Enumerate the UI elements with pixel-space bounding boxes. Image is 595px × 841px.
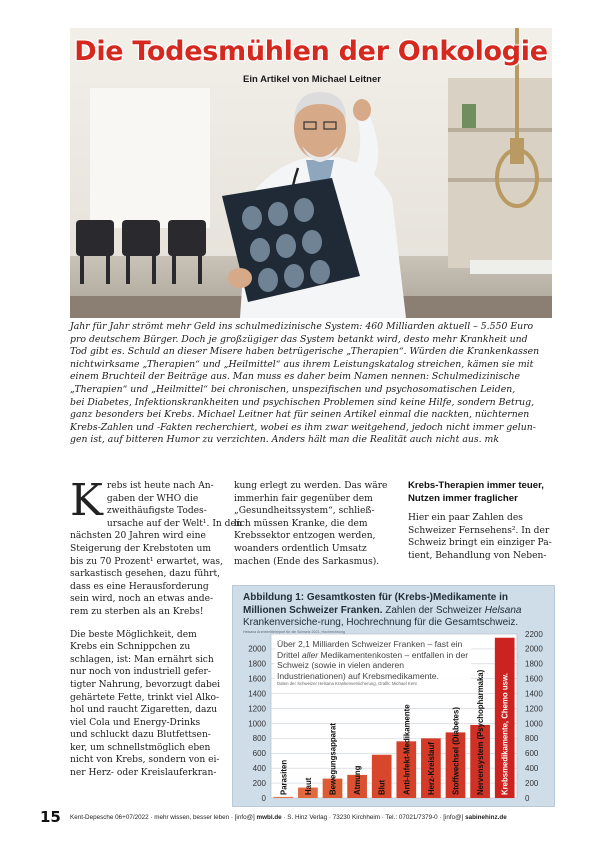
body-line: Krebssektor entzogen werden, xyxy=(234,531,376,542)
chart-caption-text: Zahlen der Schweizer xyxy=(385,604,482,616)
body-line: machen (Ende des Sarkasmus). xyxy=(234,556,380,567)
subheading-line: Nutzen immer fraglicher xyxy=(408,492,518,504)
footer-text: · S. Hinz Verlag · 73230 Kirchheim · Tel.: 07021/7379-0 · [info@] xyxy=(283,814,464,821)
intro-line: Krebs-Zahlen und -Fakten recherchiert, wobei es ihm zwar weitgehend, jedoch nicht immer gelun- xyxy=(70,421,536,433)
body-line: gehärtete Fette, trinkt viel Alko- xyxy=(70,692,220,703)
intro-line: bei Diabetes, Infektionskrankheiten und psychischen Problemen sind keine Hilfe, sondern Betrug, xyxy=(70,396,535,408)
body-line: kung erlegt zu werden. Das wäre xyxy=(234,481,388,491)
y-tick-label-right: 1800 xyxy=(525,659,543,669)
page-title: Die Todesmühlen der Onkologie xyxy=(74,36,548,67)
body-line: dass es eine Herausforderung xyxy=(70,581,209,592)
y-tick-label-right: 400 xyxy=(525,763,539,773)
y-tick-label-right: 200 xyxy=(525,778,539,788)
footer-text: Kent-Depesche 06+07/2022 · mehr wissen, besser leben · [info@] xyxy=(70,814,255,821)
byline: Ein Artikel von Michael Leitner xyxy=(243,74,381,85)
body-line: Die beste Möglichkeit, dem xyxy=(70,629,197,640)
footer-link[interactable]: mwbl.de xyxy=(256,814,282,821)
body-line: tient, Behandlung von Neben- xyxy=(408,550,547,561)
page-number: 15 xyxy=(40,808,61,826)
callout-italic: aller xyxy=(301,649,319,660)
chart-caption-bold: Abbildung 1: Gesamtkosten für (Krebs-)Medikamente in Millionen Schweizer Franken. xyxy=(243,592,509,616)
y-tick-label-left: 1600 xyxy=(248,674,266,684)
bar-category-label: Herz-Kreislauf xyxy=(426,742,436,795)
hero-photo xyxy=(70,28,552,318)
y-tick-label-left: 0 xyxy=(261,793,266,803)
body-column-2 xyxy=(234,480,389,568)
y-tick-label-left: 2000 xyxy=(248,644,266,654)
chart-caption-italic: Helsana xyxy=(484,604,522,616)
body-line: schlagen, ist: Man ernährt sich xyxy=(70,654,214,665)
body-line: Hier ein paar Zahlen des xyxy=(408,513,523,524)
callout-source: Daten der Schweizer Helsana Krankenversicherung, Grafik: Michael Kent xyxy=(277,681,417,686)
body-column-1 xyxy=(70,475,242,780)
intro-paragraph xyxy=(70,321,554,447)
body-line: hol und raucht Zigaretten, dazu xyxy=(70,705,218,716)
body-paragraph xyxy=(70,629,219,780)
body-column-3 xyxy=(408,480,553,563)
chart-caption-text: Krankenversiche-rung, Hochrechnung für die Gesamtschweiz. xyxy=(243,617,519,629)
chart-caption xyxy=(243,592,548,630)
body-line: woanders ordentlich Umsatz xyxy=(234,543,367,554)
body-line: Steigerung der Krebstoten um xyxy=(70,543,211,554)
y-tick-label-left: 1000 xyxy=(248,719,266,729)
intro-line: Tod gibt es. Schuld an dieser Misere haben betrügerische „Therapien“. Würden die Krankenkassen xyxy=(70,346,540,358)
body-line: „Gesundheitssystem“, schließ- xyxy=(234,506,375,517)
body-line: rem zu sterben als an Krebs! xyxy=(70,606,204,617)
chart-source-note: Helsana Arzneimittelreport für die Schweiz 2021, Hochrechnung xyxy=(243,630,345,634)
intro-line: Jahr für Jahr strömt mehr Geld ins schulmedizinische System: 460 Milliarden aktuell – 5.550 Euro xyxy=(70,321,534,332)
body-line: tigter Nahrung, bevorzugt dabei xyxy=(70,679,221,690)
bar-category-label: Blut xyxy=(377,779,387,795)
subheading-line: Krebs-Therapien immer teuer, xyxy=(408,480,544,491)
y-tick-label-left: 800 xyxy=(252,734,266,744)
body-line: Krebs ein Schnippchen zu xyxy=(70,642,191,653)
chart-callout xyxy=(275,638,471,688)
callout-text: Medikamentenkosten – entfallen in der Schweiz (sowie in vielen anderen Industrienationen) auf Krebsmedikamente. xyxy=(277,649,469,681)
intro-line: „Therapien“ und „Heilmittel“ bei chronischen, unspezifischen und psychosomatischen Leiden, xyxy=(70,383,516,395)
y-tick-label-right: 1000 xyxy=(525,719,543,729)
bar-category-label: Atmung xyxy=(353,765,363,795)
y-tick-label-right: 800 xyxy=(525,734,539,744)
footer-link[interactable]: sabinehinz.de xyxy=(465,814,507,821)
y-tick-label-right: 2000 xyxy=(525,644,543,654)
body-line: ursache auf der Welt¹. In den xyxy=(106,518,242,529)
bar-category-label: Bewegungsapparat xyxy=(328,723,338,795)
y-tick-label-left: 600 xyxy=(252,749,266,759)
intro-line: nichtwirksame „Therapien“ und „Heilmittel“ aus ihrem Leistungskatalog streichen, kämen sie mit xyxy=(70,358,534,370)
body-line: nur noch von industriell gefer- xyxy=(70,667,211,678)
body-line: ner Herz- oder Kreislauferkran- xyxy=(70,768,217,779)
page-footer xyxy=(40,806,555,828)
body-line: zweithäufigste Todes- xyxy=(106,506,207,517)
body-line: nicht von Krebs, sondern von ei- xyxy=(70,755,220,766)
intro-line: ganz besonders bei Krebs. Michael Leitner hat für seinen Artikel einmal die nackten, nüchternen xyxy=(70,409,530,421)
y-tick-label-right: 2200 xyxy=(525,629,543,639)
body-line: Schweizer Fernsehens². In der xyxy=(408,525,550,536)
bar-category-label: Haut xyxy=(303,777,313,795)
y-tick-label-right: 0 xyxy=(525,793,530,803)
chart-figure xyxy=(232,585,555,807)
y-tick-label-left: 1800 xyxy=(248,659,266,669)
y-tick-label-right: 600 xyxy=(525,749,539,759)
y-tick-label-left: 1400 xyxy=(248,689,266,699)
bar-category-label: Nervensystem (Psychopharmaka) xyxy=(476,669,486,795)
body-line: immerhin fair gegenüber dem xyxy=(234,493,373,504)
bar-category-label: Stoffwechsel (Diabetes) xyxy=(451,707,461,795)
body-line: sein wird, noch an etwas ande- xyxy=(70,594,214,605)
bar-category-label: Parasiten xyxy=(279,759,289,795)
intro-line: einem Bruchteil der Beiträge aus. Man muss es daher beim Namen nennen: Schulmedizinische xyxy=(70,371,520,383)
body-line: gaben der WHO die xyxy=(106,493,199,504)
y-tick-label-right: 1600 xyxy=(525,674,543,684)
body-line: rebs ist heute nach An- xyxy=(106,481,214,491)
body-line: Schweiz bringt ein einziger Pa- xyxy=(408,538,552,549)
body-line: viel Cola und Energy-Drinks xyxy=(70,717,201,728)
section-subheading xyxy=(408,480,553,505)
intro-line: pro deutschem Bürger. Doch je großzügiger das System betankt wird, desto mehr Krankheit und xyxy=(70,333,528,345)
bar-category-label: Anti-Infekt-Medikamente xyxy=(402,704,412,795)
bar xyxy=(273,797,293,798)
body-line: bis zu 70 Prozent¹ erwartet, was, xyxy=(70,556,223,567)
footer-line xyxy=(70,814,507,821)
body-line: nächsten 20 Jahren wird eine xyxy=(70,531,206,542)
drop-cap: K xyxy=(70,475,103,526)
y-tick-label-right: 1200 xyxy=(525,704,543,714)
body-paragraph xyxy=(70,475,242,619)
y-tick-label-left: 400 xyxy=(252,763,266,773)
body-line: lich müssen Kranke, die dem xyxy=(234,518,368,529)
body-line: und schluckt dazu Blutfettsen- xyxy=(70,730,211,741)
bar-category-label: Krebsmedikamente, Chemo usw. xyxy=(500,673,510,795)
y-tick-label-left: 1200 xyxy=(248,704,266,714)
intro-line: gen ist, auf bitteren Humor zu verzichten. Anders hält man die Realität auch nicht aus. mk xyxy=(70,434,500,446)
callout-text: Über 2,1 Milliarden Schweizer Franken – fast ein Drittel xyxy=(277,639,463,660)
body-line: ker, um schnellstmöglich eben xyxy=(70,742,211,753)
y-tick-label-right: 1400 xyxy=(525,689,543,699)
y-tick-label-left: 200 xyxy=(252,778,266,788)
body-line: sarkastisch gesehen, dazu führt, xyxy=(70,569,220,580)
